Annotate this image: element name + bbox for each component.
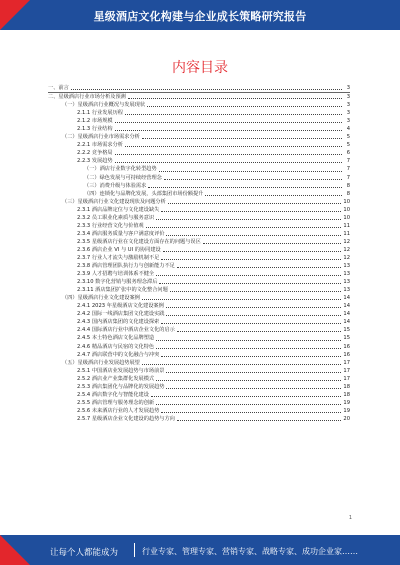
toc-entry-title: 2.3.3 行业经营文化与价值观 (77, 222, 144, 229)
toc-leader-dots (177, 330, 342, 332)
toc-entry-title: 2.3.7 行业人才流失与激励机制不足 (77, 254, 160, 261)
toc-entry[interactable] (48, 262, 350, 270)
toc-leader-dots (163, 250, 342, 252)
toc-entry[interactable] (48, 278, 350, 286)
toc-entry[interactable] (48, 101, 350, 109)
toc-entry-page: 19 (343, 407, 350, 414)
toc-entry[interactable] (48, 294, 350, 302)
toc-entry-page: 14 (343, 319, 350, 326)
toc-entry[interactable] (48, 182, 350, 190)
toc-entry-title: 2.3.8 酒店管理团队执行力与创新能力不足 (77, 263, 175, 270)
toc-entry[interactable] (48, 334, 350, 342)
toc-leader-dots (166, 314, 341, 316)
toc-entry[interactable] (48, 84, 350, 93)
toc-entry-title: 2.1.3 行业结构 (77, 126, 113, 133)
toc-entry-title: 2.1.1 行业发展历程 (77, 110, 123, 117)
toc-entry[interactable] (48, 310, 350, 318)
toc-entry-title: 2.3.4 酒店服务质量与客户满意度评价 (77, 230, 165, 237)
page-number: 1 (348, 515, 352, 521)
footer-banner (0, 535, 400, 565)
toc-entry[interactable] (48, 318, 350, 326)
toc-leader-dots (168, 202, 342, 204)
toc-entry-page: 20 (343, 415, 350, 422)
toc-entry-title: 2.4.2 国际一线酒店集团文化建设实践 (77, 311, 165, 318)
toc-entry-page: 3 (346, 118, 350, 125)
toc-entry-title: 2.2.3 发展趋势 (77, 158, 113, 165)
toc-entry-title: 2.5.5 酒店管理与服务理念的创新 (77, 399, 155, 406)
toc-entry-title: （四）连锁化与品牌化发展，头部集团市场份额提升 (84, 190, 204, 197)
toc-leader-dots (142, 298, 342, 300)
toc-entry-title: 一、前言 (48, 85, 69, 91)
toc-entry[interactable] (48, 230, 350, 238)
toc-entry[interactable] (48, 190, 350, 198)
toc-leader-dots (125, 113, 342, 115)
toc-entry[interactable] (48, 343, 350, 351)
toc-leader-dots (156, 347, 341, 349)
toc-leader-dots (115, 129, 342, 131)
toc-entry-page: 14 (343, 295, 350, 302)
toc-entry-page: 8 (346, 190, 350, 197)
toc-entry-title: （三）消费升级与体验需求 (84, 182, 147, 189)
toc-entry-title: 二、星级酒店行业市场分析及预测 (48, 94, 126, 101)
toc-entry-title: 2.4.5 本土特色酒店文化品牌塑造 (77, 335, 155, 342)
toc-entry-page: 8 (346, 182, 350, 189)
toc-entry-title: （二）绿色发展与可持续经营理念 (84, 174, 162, 181)
toc-entry[interactable] (48, 367, 350, 375)
table-of-contents (48, 84, 350, 423)
toc-entry[interactable] (48, 302, 350, 310)
toc-entry-title: （二）星级酒店行业市场需求分析 (62, 134, 140, 141)
toc-leader-dots (159, 282, 341, 284)
footer-slogan: 让每个人都能成为 (50, 548, 119, 558)
toc-entry-page: 7 (346, 174, 350, 181)
footer-divider (134, 543, 135, 557)
toc-entry-title: 2.4.1 2023 年星级酒店文化建设案例 (77, 303, 164, 310)
toc-entry[interactable] (48, 383, 350, 391)
toc-entry-title: 2.5.2 酒店业产业集群化发展模式 (77, 375, 155, 382)
toc-entry-title: 2.4.7 酒店联营中的文化融合与冲突 (77, 351, 160, 358)
toc-entry-page: 12 (343, 238, 350, 245)
toc-entry[interactable] (48, 141, 350, 149)
toc-entry-title: （三）星级酒店行业文化建设现状及问题分析 (62, 198, 166, 205)
toc-entry-page: 6 (346, 150, 350, 157)
toc-entry-page: 13 (343, 287, 350, 294)
toc-entry-title: （一）酒店行业数字化转型趋势 (84, 166, 157, 173)
footer-tagline: 行业专家、管理专家、营销专家、战略专家、成功企业家…… (142, 547, 358, 556)
toc-leader-dots (115, 161, 342, 163)
toc-entry-title: 2.4.6 精品酒店与民宿的文化特色 (77, 343, 155, 350)
toc-entry-page: 19 (343, 399, 350, 406)
toc-entry-title: 2.5.6 未来酒店行业的人才发展趋势 (77, 407, 160, 414)
toc-leader-dots (142, 137, 342, 139)
toc-entry[interactable] (48, 415, 350, 423)
toc-entry[interactable] (48, 399, 350, 407)
toc-leader-dots (156, 403, 341, 405)
toc-entry-page: 16 (343, 351, 350, 358)
toc-leader-dots (166, 387, 341, 389)
toc-leader-dots (156, 274, 341, 276)
toc-heading: 内容目录 (172, 60, 228, 76)
toc-leader-dots (115, 153, 342, 155)
toc-entry[interactable] (48, 117, 350, 125)
toc-leader-dots (156, 339, 341, 341)
toc-entry-page: 18 (343, 391, 350, 398)
toc-leader-dots (147, 105, 342, 107)
toc-entry-title: 2.3.11 酒店集团扩张中的文化整合问题 (77, 287, 168, 294)
toc-entry-title: 2.3.5 星级酒店行业在文化建设方面存在的问题与误区 (77, 238, 201, 245)
toc-entry[interactable] (48, 351, 350, 359)
toc-leader-dots (156, 218, 341, 220)
toc-entry[interactable] (48, 326, 350, 334)
toc-leader-dots (148, 186, 342, 188)
toc-leader-dots (205, 194, 342, 196)
toc-entry-page: 11 (343, 230, 350, 237)
toc-entry-page: 3 (346, 102, 350, 109)
toc-leader-dots (71, 88, 342, 90)
toc-entry-page: 5 (346, 134, 350, 141)
toc-entry-page: 10 (343, 198, 350, 205)
toc-leader-dots (177, 419, 342, 421)
toc-entry-title: 2.4.3 国内酒店集团的文化建设探索 (77, 319, 160, 326)
toc-entry[interactable] (48, 359, 350, 367)
toc-entry-title: 2.3.1 酒店品牌定位与文化建设缺失 (77, 206, 160, 213)
toc-entry-page: 15 (343, 335, 350, 342)
toc-entry-title: （五）星级酒店行业发展趋势展望 (62, 359, 140, 366)
toc-entry-page: 16 (343, 343, 350, 350)
toc-entry-page: 7 (346, 158, 350, 165)
toc-entry-title: 2.3.9 人才招聘与培训体系不健全 (77, 271, 155, 278)
toc-entry[interactable] (48, 391, 350, 399)
toc-entry-title: 2.2.1 市场需求分析 (77, 142, 123, 149)
toc-leader-dots (156, 379, 341, 381)
toc-entry[interactable] (48, 206, 350, 214)
toc-entry[interactable] (48, 270, 350, 278)
toc-entry[interactable] (48, 246, 350, 254)
toc-leader-dots (128, 97, 342, 99)
report-title: 星级酒店文化构建与企业成长策略研究报告 (93, 10, 307, 23)
toc-entry[interactable] (48, 198, 350, 206)
toc-leader-dots (177, 266, 342, 268)
toc-entry[interactable] (48, 407, 350, 415)
toc-entry-page: 12 (343, 246, 350, 253)
toc-entry-page: 14 (343, 311, 350, 318)
toc-leader-dots (161, 210, 341, 212)
header-banner (0, 0, 400, 30)
toc-leader-dots (146, 226, 342, 228)
toc-entry-page: 7 (346, 166, 350, 173)
toc-entry-title: 2.5.7 星级酒店企业文化建设的趋势与方向 (77, 415, 175, 422)
toc-entry-page: 13 (343, 263, 350, 270)
toc-entry-title: （一）星级酒店行业概况与发展现状 (62, 102, 146, 109)
toc-entry-title: 2.2.2 竞争格局 (77, 150, 113, 157)
toc-leader-dots (166, 234, 341, 236)
toc-entry[interactable] (48, 165, 350, 173)
toc-entry[interactable] (48, 238, 350, 246)
toc-leader-dots (159, 170, 342, 172)
toc-leader-dots (161, 258, 341, 260)
toc-entry[interactable] (48, 174, 350, 182)
toc-entry-page: 15 (343, 327, 350, 334)
toc-entry-title: 2.3.10 数字化营销与服务理念滞后 (77, 279, 158, 286)
toc-entry[interactable] (48, 149, 350, 157)
toc-entry[interactable] (48, 222, 350, 230)
toc-entry-title: 2.4.4 国际酒店行业中酒店企业文化的启示 (77, 327, 175, 334)
toc-entry-page: 13 (343, 279, 350, 286)
toc-entry-page: 12 (343, 254, 350, 261)
toc-entry-page: 10 (343, 214, 350, 221)
toc-leader-dots (125, 145, 342, 147)
toc-leader-dots (166, 306, 342, 308)
toc-entry-title: 2.5.3 酒店集团化与品牌化的发展趋势 (77, 383, 165, 390)
toc-entry[interactable] (48, 375, 350, 383)
footer-red-corner (0, 535, 30, 565)
toc-entry[interactable] (48, 93, 350, 101)
toc-entry[interactable] (48, 157, 350, 165)
toc-leader-dots (203, 242, 342, 244)
toc-entry-page: 17 (343, 359, 350, 366)
toc-entry[interactable] (48, 125, 350, 133)
toc-leader-dots (161, 322, 341, 324)
toc-entry-title: 2.1.2 市场规模 (77, 118, 113, 125)
toc-entry[interactable] (48, 214, 350, 222)
toc-entry-page: 18 (343, 383, 350, 390)
toc-entry[interactable] (48, 286, 350, 294)
toc-leader-dots (161, 355, 341, 357)
toc-leader-dots (151, 395, 341, 397)
toc-leader-dots (170, 290, 342, 292)
toc-leader-dots (142, 363, 342, 365)
toc-entry-page: 14 (343, 303, 350, 310)
toc-entry-title: 2.5.1 中国酒店业发展趋势与市场前景 (77, 367, 165, 374)
toc-entry-page: 3 (346, 85, 350, 91)
toc-entry-page: 11 (343, 222, 350, 229)
toc-entry-page: 4 (346, 126, 350, 133)
toc-entry-page: 3 (346, 110, 350, 117)
toc-entry-page: 17 (343, 367, 350, 374)
toc-entry-page: 17 (343, 375, 350, 382)
toc-entry-page: 10 (343, 206, 350, 213)
toc-entry-page: 13 (343, 271, 350, 278)
toc-entry[interactable] (48, 133, 350, 141)
toc-entry-title: 2.3.2 员工职业化素质与服务意识 (77, 214, 155, 221)
toc-entry-page: 5 (346, 142, 350, 149)
toc-entry-title: 2.5.4 酒店数字化与智能化建设 (77, 391, 149, 398)
toc-leader-dots (161, 411, 341, 413)
toc-leader-dots (164, 178, 342, 180)
toc-leader-dots (115, 121, 342, 123)
toc-entry[interactable] (48, 254, 350, 262)
toc-leader-dots (166, 371, 341, 373)
toc-entry-title: （四）星级酒店行业文化建设案例 (62, 295, 140, 302)
toc-entry-title: 2.3.6 酒店企业 VI 与 UI 的协同建设 (77, 246, 161, 253)
toc-entry-page: 3 (346, 94, 350, 101)
toc-entry[interactable] (48, 109, 350, 117)
